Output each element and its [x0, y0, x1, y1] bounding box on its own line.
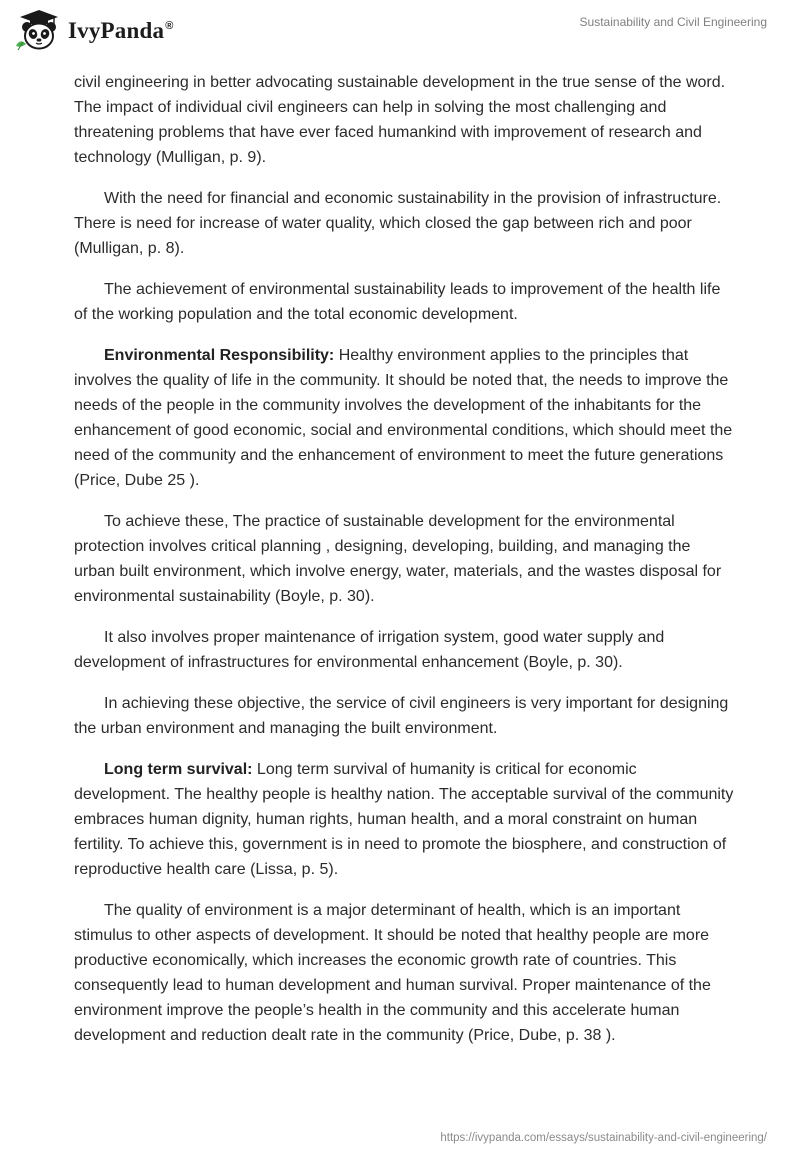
- page-header: [0, 0, 800, 70]
- paragraph: With the need for financial and economic sustainability in the provision of infrastructure. There is need for increase of water quality, which closed the gap between rich and poor (Mulligan, p. 8).: [74, 190, 722, 257]
- panda-graduate-icon: [14, 8, 64, 52]
- brand-name: IvyPanda®: [68, 18, 174, 43]
- paragraph: The achievement of environmental sustainability leads to improvement of the health life of the working population and the total economic development.: [74, 281, 721, 323]
- paragraph: In achieving these objective, the service of civil engineers is very important for designing the urban environment and managing the built environment.: [74, 695, 729, 737]
- registered-mark: ®: [165, 20, 174, 33]
- paragraph: [74, 343, 734, 493]
- brand-logo[interactable]: [14, 8, 174, 52]
- paragraph-text: Long term survival of humanity is critical for economic development. The healthy people is healthy nation. The acceptable survival of the community embraces human dignity, human rights, human health, and a moral constraint on human fertility. To achieve this, government is in need to promote the biosphere, and construction of reproductive health care (Lissa, p. 5).: [74, 761, 734, 878]
- paragraph: [74, 757, 734, 882]
- section-heading: Environmental Responsibility:: [104, 347, 335, 364]
- running-title: Sustainability and Civil Engineering: [579, 15, 767, 29]
- essay-body: [74, 70, 734, 1064]
- paragraph: It also involves proper maintenance of irrigation system, good water supply and development of infrastructures for environmental enhancement (Boyle, p. 30).: [74, 629, 665, 671]
- paragraph: civil engineering in better advocating sustainable development in the true sense of the word. The impact of individual civil engineers can help in solving the most challenging and threatening problems that have ever faced humankind with improvement of research and technology (Mulligan, p. 9).: [74, 74, 726, 166]
- source-url[interactable]: https://ivypanda.com/essays/sustainability-and-civil-engineering/: [440, 1132, 767, 1144]
- section-heading: Long term survival:: [104, 761, 253, 778]
- paragraph-text: Healthy environment applies to the principles that involves the quality of life in the community. It should be noted that, the needs to improve the needs of the people in the community involves the development of the inhabitants for the enhancement of good economic, social and environmental conditions, which should meet the need of the community and the enhancement of environment to meet the future generations (Price, Dube 25 ).: [74, 347, 733, 489]
- paragraph: To achieve these, The practice of sustainable development for the environmental protection involves critical planning , designing, developing, building, and managing the urban built environment, which involve energy, water, materials, and the wastes disposal for environmental sustainability (Boyle, p. 30).: [74, 513, 722, 605]
- paragraph: The quality of environment is a major determinant of health, which is an important stimulus to other aspects of development. It should be noted that healthy people are more productive economically, which increases the economic growth rate of countries. This consequently lead to human development and human survival. Proper maintenance of the environment improve the people’s health in the community and this accelerate human development and reduction dealt rate in the community (Price, Dube, p. 38 ).: [74, 902, 711, 1044]
